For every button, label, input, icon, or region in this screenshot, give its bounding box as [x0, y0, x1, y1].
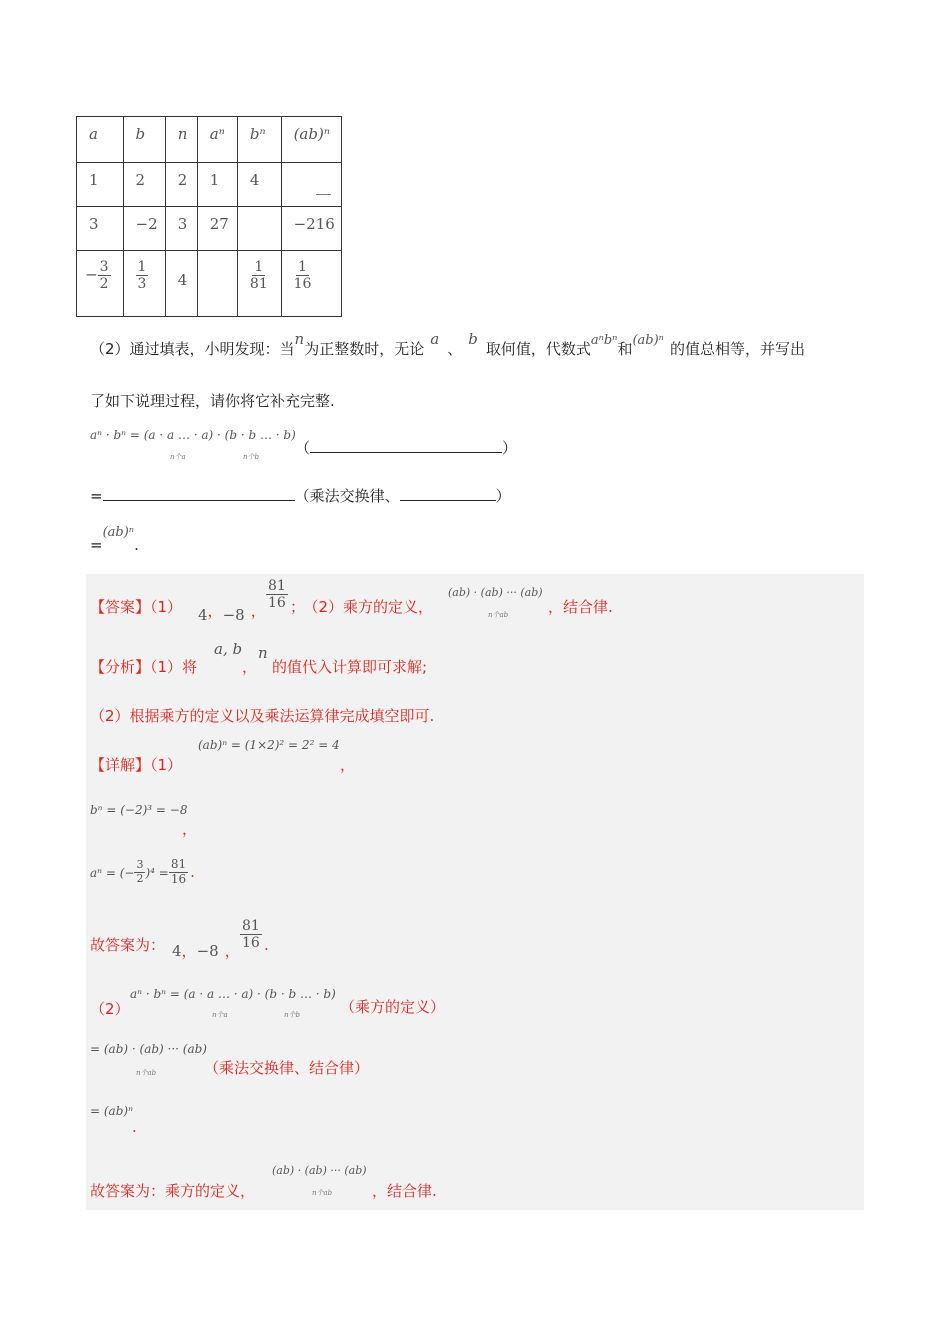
- fraction: $\frac{3}{2}$: [99, 259, 109, 293]
- table-cell: 4: [237, 163, 281, 207]
- data-table: [76, 116, 342, 317]
- answer-tail: ，结合律.: [548, 598, 613, 616]
- blank-line: [310, 438, 502, 453]
- table-cell: [123, 251, 165, 317]
- detail-line-1: 【详解】（1）: [90, 756, 183, 774]
- analysis-line-1: 【分析】（1）将: [90, 658, 198, 676]
- analysis-comma: ，: [242, 658, 258, 676]
- table-cell: [77, 251, 124, 317]
- table-cell: −2: [123, 207, 165, 251]
- question-step-3: =(ab)ⁿ.: [90, 525, 139, 554]
- blank-1: （ ）: [295, 439, 518, 457]
- detail-step-3: = (ab)ⁿ: [90, 1104, 133, 1118]
- analysis-n: n: [258, 644, 268, 662]
- table-cell: 3: [77, 207, 124, 251]
- detail-eq-3: aⁿ = (− $\frac{3}{2}$ )⁴ = $\frac{81}{16}$ .: [90, 857, 195, 886]
- sub-n-a: n个a: [212, 1011, 228, 1019]
- analysis-ab: a, b: [214, 640, 243, 658]
- detail-part-2: （2）: [90, 1000, 130, 1018]
- answer-values: 4，−8 ，: [198, 602, 266, 624]
- header-cell: bⁿ: [237, 117, 281, 163]
- question-step-1: aⁿ · bⁿ = (a · a … · a) · (b · b … · b): [90, 428, 296, 442]
- fraction: $\frac{1}{81}$: [249, 259, 268, 293]
- answer-expr: (ab) · (ab) ··· (ab): [448, 586, 543, 599]
- table-cell: [237, 251, 281, 317]
- answer-expr-sub: n个ab: [488, 611, 509, 619]
- fraction: $\frac{1}{3}$: [137, 259, 147, 293]
- answer-line: 【答案】（1）: [90, 598, 183, 616]
- neg-sign: −: [85, 265, 98, 284]
- header-cell: a: [77, 117, 124, 163]
- detail-step-1: aⁿ · bⁿ = (a · a … · a) · (b · b … · b): [130, 987, 336, 1001]
- sub-n-a: n个a: [170, 453, 186, 461]
- table-cell: 4: [165, 251, 197, 317]
- table-cell: [237, 207, 281, 251]
- detail-final-expr: (ab) · (ab) ··· (ab): [272, 1164, 367, 1177]
- detail-final-tail: ，结合律.: [372, 1182, 437, 1200]
- answer-panel: [86, 574, 864, 1210]
- blank-line: [103, 486, 295, 501]
- question-line-2: 了如下说理过程，请你将它补充完整.: [90, 392, 335, 410]
- table-header-row: [77, 117, 342, 163]
- detail-step-2: = (ab) · (ab) ··· (ab): [90, 1042, 207, 1056]
- table-cell: 1: [77, 163, 124, 207]
- detail-eq-1-end: ，: [340, 756, 356, 774]
- detail-result-label: 故答案为：: [90, 936, 166, 954]
- answer-fraction: $\frac{81}{16}$: [268, 578, 286, 612]
- sub-n-b: n个b: [284, 1011, 300, 1019]
- analysis-text-2: 的值代入计算即可求解;: [272, 658, 428, 676]
- table-row: [77, 251, 342, 317]
- answer-part-2: ； （2）乘方的定义，: [290, 598, 434, 616]
- detail-result-fraction: $\frac{81}{16}$: [242, 918, 260, 952]
- detail-result-values: 4，−8 ，: [172, 942, 240, 960]
- table-cell: 3: [165, 207, 197, 251]
- detail-step-3-end: .: [132, 1118, 137, 1136]
- analysis-line-2: （2）根据乘方的定义以及乘法运算律完成填空即可.: [90, 707, 435, 725]
- detail-step-2-note: （乘法交换律、结合律）: [204, 1059, 370, 1077]
- table-cell: 2: [165, 163, 197, 207]
- table-cell: [197, 251, 237, 317]
- detail-eq-2-end: ，: [182, 820, 198, 838]
- table-cell: −216: [281, 207, 341, 251]
- table-row: [77, 163, 342, 207]
- detail-eq-1: (ab)ⁿ = (1×2)² = 2² = 4: [198, 738, 340, 752]
- sub-n-ab: n个ab: [312, 1189, 333, 1197]
- table-cell: 2: [123, 163, 165, 207]
- detail-result-end: .: [264, 936, 269, 954]
- table-cell: 27: [197, 207, 237, 251]
- blank-line: [400, 486, 496, 501]
- detail-eq-2: bⁿ = (−2)³ = −8: [90, 803, 188, 817]
- header-cell: b: [123, 117, 165, 163]
- detail-final-label: 故答案为：乘方的定义，: [90, 1182, 256, 1200]
- question-step-2: = （乘法交换律、 ）: [90, 487, 511, 505]
- fraction: $\frac{1}{16}$: [293, 259, 312, 293]
- table-row: [77, 207, 342, 251]
- table-cell-blank: __: [281, 163, 341, 207]
- sub-n-b: n个b: [243, 453, 259, 461]
- sub-n-ab: n个ab: [136, 1069, 157, 1077]
- detail-step-1-note: （乘方的定义）: [340, 998, 446, 1016]
- table-cell: 1: [197, 163, 237, 207]
- header-cell: n: [165, 117, 197, 163]
- header-cell: (ab)ⁿ: [281, 117, 341, 163]
- header-cell: aⁿ: [197, 117, 237, 163]
- table-cell: [281, 251, 341, 317]
- question-line-1: （2）通过填表，小明发现：当n为正整数时，无论a、b取何值，代数式aⁿbⁿ和(ab)ⁿ 的值总相等，并写出: [90, 330, 805, 358]
